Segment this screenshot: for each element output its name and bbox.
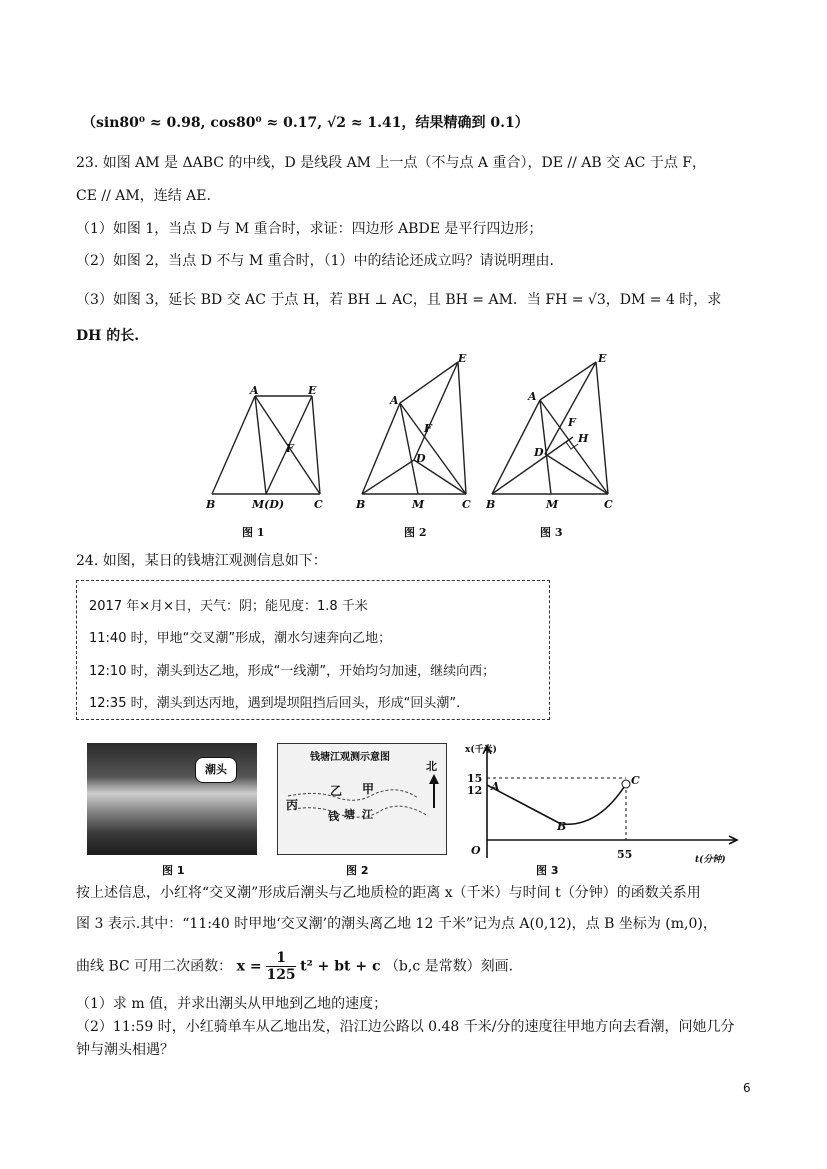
fig1-label-F: F [286, 442, 294, 455]
map-label-tang: 塘 [344, 808, 355, 821]
fig23-caption-2: 图 2 [404, 526, 427, 539]
q23-line-2: CE // AM，连结 AE. [76, 188, 211, 204]
fig3-label-C: C [604, 498, 613, 511]
bubble-text: 潮头 [205, 763, 227, 776]
fraction-denominator: 125 [266, 967, 296, 983]
fig1-label-B: B [206, 498, 216, 511]
fig24-caption-3: 图 3 [536, 864, 559, 877]
map-label-jiang: 江 [362, 808, 373, 821]
fig1-label-E: E [308, 384, 317, 397]
q23-part-3-b: DH 的长. [76, 328, 140, 344]
q24-intro: 24. 如图，某日的钱塘江观测信息如下： [76, 553, 327, 569]
fig2-label-A: A [390, 394, 399, 407]
q24-part-1: （1）求 m 值，并求出潮头从甲地到乙地的速度； [76, 996, 388, 1012]
q23-line-1: 23. 如图 AM 是 ΔABC 的中线，D 是线段 AM 上一点（不与点 A 重合），DE // AB 交 AC 于点 F， [76, 155, 706, 171]
tide-photo [87, 743, 257, 855]
fig24-caption-1: 图 1 [162, 864, 185, 877]
fig1-label-MD: M(D) [252, 498, 285, 511]
q24-part-2-b: 钟与潮头相遇？ [76, 1042, 174, 1058]
fig23-caption-1: 图 1 [242, 526, 265, 539]
q24-part-2-a: （2）11:59 时，小红骑单车从乙地出发，沿江边公路以 0.48 千米/分的速度往甲地方向去看潮，问她几分 [76, 1019, 735, 1035]
fig2-label-D: D [416, 452, 426, 465]
graph-point-C: C [631, 774, 640, 787]
map-label-qian: 钱 [328, 810, 339, 823]
fig1-label-A: A [250, 384, 259, 397]
river-map [277, 743, 447, 855]
box-line-4: 12:35 时，潮头到达丙地，遇到堤坝阻挡后回头，形成“回头潮”. [89, 696, 461, 711]
map-label-bing: 丙 [286, 798, 299, 812]
graph-tick-55: 55 [617, 848, 633, 861]
page-number: 6 [743, 1081, 751, 1095]
formula-fraction [266, 950, 295, 983]
q24-text-3 [76, 950, 513, 983]
graph-x-axis-label: t(分钟) [695, 855, 726, 865]
fig2-label-F: F [424, 422, 432, 435]
fig2-label-M: M [412, 498, 425, 511]
distance-time-graph [453, 740, 743, 875]
graph-y-axis-label: x(千米) [465, 745, 497, 755]
box-line-3: 12:10 时，潮头到达乙地，形成“一线潮”，开始均匀加速，继续向西； [89, 664, 496, 679]
fig23-caption-3: 图 3 [540, 526, 563, 539]
fraction-numerator: 1 [266, 950, 295, 967]
q23-figures [190, 350, 630, 550]
fig3-label-E: E [598, 352, 607, 365]
box-line-1: 2017 年×月×日，天气：阴；能见度：1.8 千米 [89, 599, 368, 614]
q24-text-3-prefix: 曲线 BC 可用二次函数： [76, 958, 233, 975]
q24-text-1: 按上述信息，小红将“交叉潮”形成后潮头与乙地质检的距离 x（千米）与时间 t（分钟）的函数关系用 [76, 885, 701, 901]
q24-text-3-suffix: （b,c 是常数）刻画. [384, 958, 514, 975]
graph-tick-12: 12 [467, 784, 483, 797]
q23-part-3-a: （3）如图 3，延长 BD 交 AC 于点 H，若 BH ⊥ AC，且 BH = AM．当 FH = √3，DM = 4 时，求 [76, 292, 722, 308]
fig3-label-F: F [568, 416, 576, 429]
graph-point-A: A [491, 780, 500, 793]
q23-part-1: （1）如图 1，当点 D 与 M 重合时，求证：四边形 ABDE 是平行四边形； [76, 221, 543, 237]
fig3-label-D: D [534, 446, 544, 459]
fig24-caption-2: 图 2 [346, 864, 369, 877]
hint-note: （sin80⁰ ≈ 0.98, cos80⁰ ≈ 0.17, √2 ≈ 1.41，结果精确到 0.1） [82, 115, 529, 131]
graph-point-B: B [557, 820, 567, 833]
fig3-label-H: H [578, 432, 589, 445]
graph-tick-15: 15 [467, 772, 483, 785]
graph-origin: O [471, 844, 481, 857]
q23-part-2: （2）如图 2，当点 D 不与 M 重合时，（1）中的结论还成立吗？请说明理由. [76, 253, 554, 269]
box-line-2: 11:40 时，甲地“交叉潮”形成，潮水匀速奔向乙地； [89, 631, 392, 646]
photo-bubble [195, 757, 237, 783]
map-label-jia: 甲 [362, 782, 375, 796]
fig3-label-M: M [546, 498, 559, 511]
fig1-label-C: C [314, 498, 323, 511]
formula-rhs: t² + bt + c [300, 958, 381, 975]
fig3-label-A: A [528, 390, 537, 403]
observation-info-box [76, 580, 550, 720]
fig2-label-B: B [356, 498, 366, 511]
formula-lhs: x = [236, 958, 267, 975]
map-label-north: 北 [426, 760, 437, 773]
q24-text-2: 图 3 表示.其中：“11:40 时甲地‘交叉潮’的潮头离乙地 12 千米”记为点 A(0,12)，点 B 坐标为 (m,0)， [76, 916, 717, 932]
map-label-yi: 乙 [330, 784, 343, 798]
map-title: 钱塘江观测示意图 [310, 752, 390, 763]
fig3-label-B: B [486, 498, 496, 511]
fig2-label-E: E [458, 352, 467, 365]
map-drawing [278, 744, 446, 852]
fig2-label-C: C [462, 498, 471, 511]
